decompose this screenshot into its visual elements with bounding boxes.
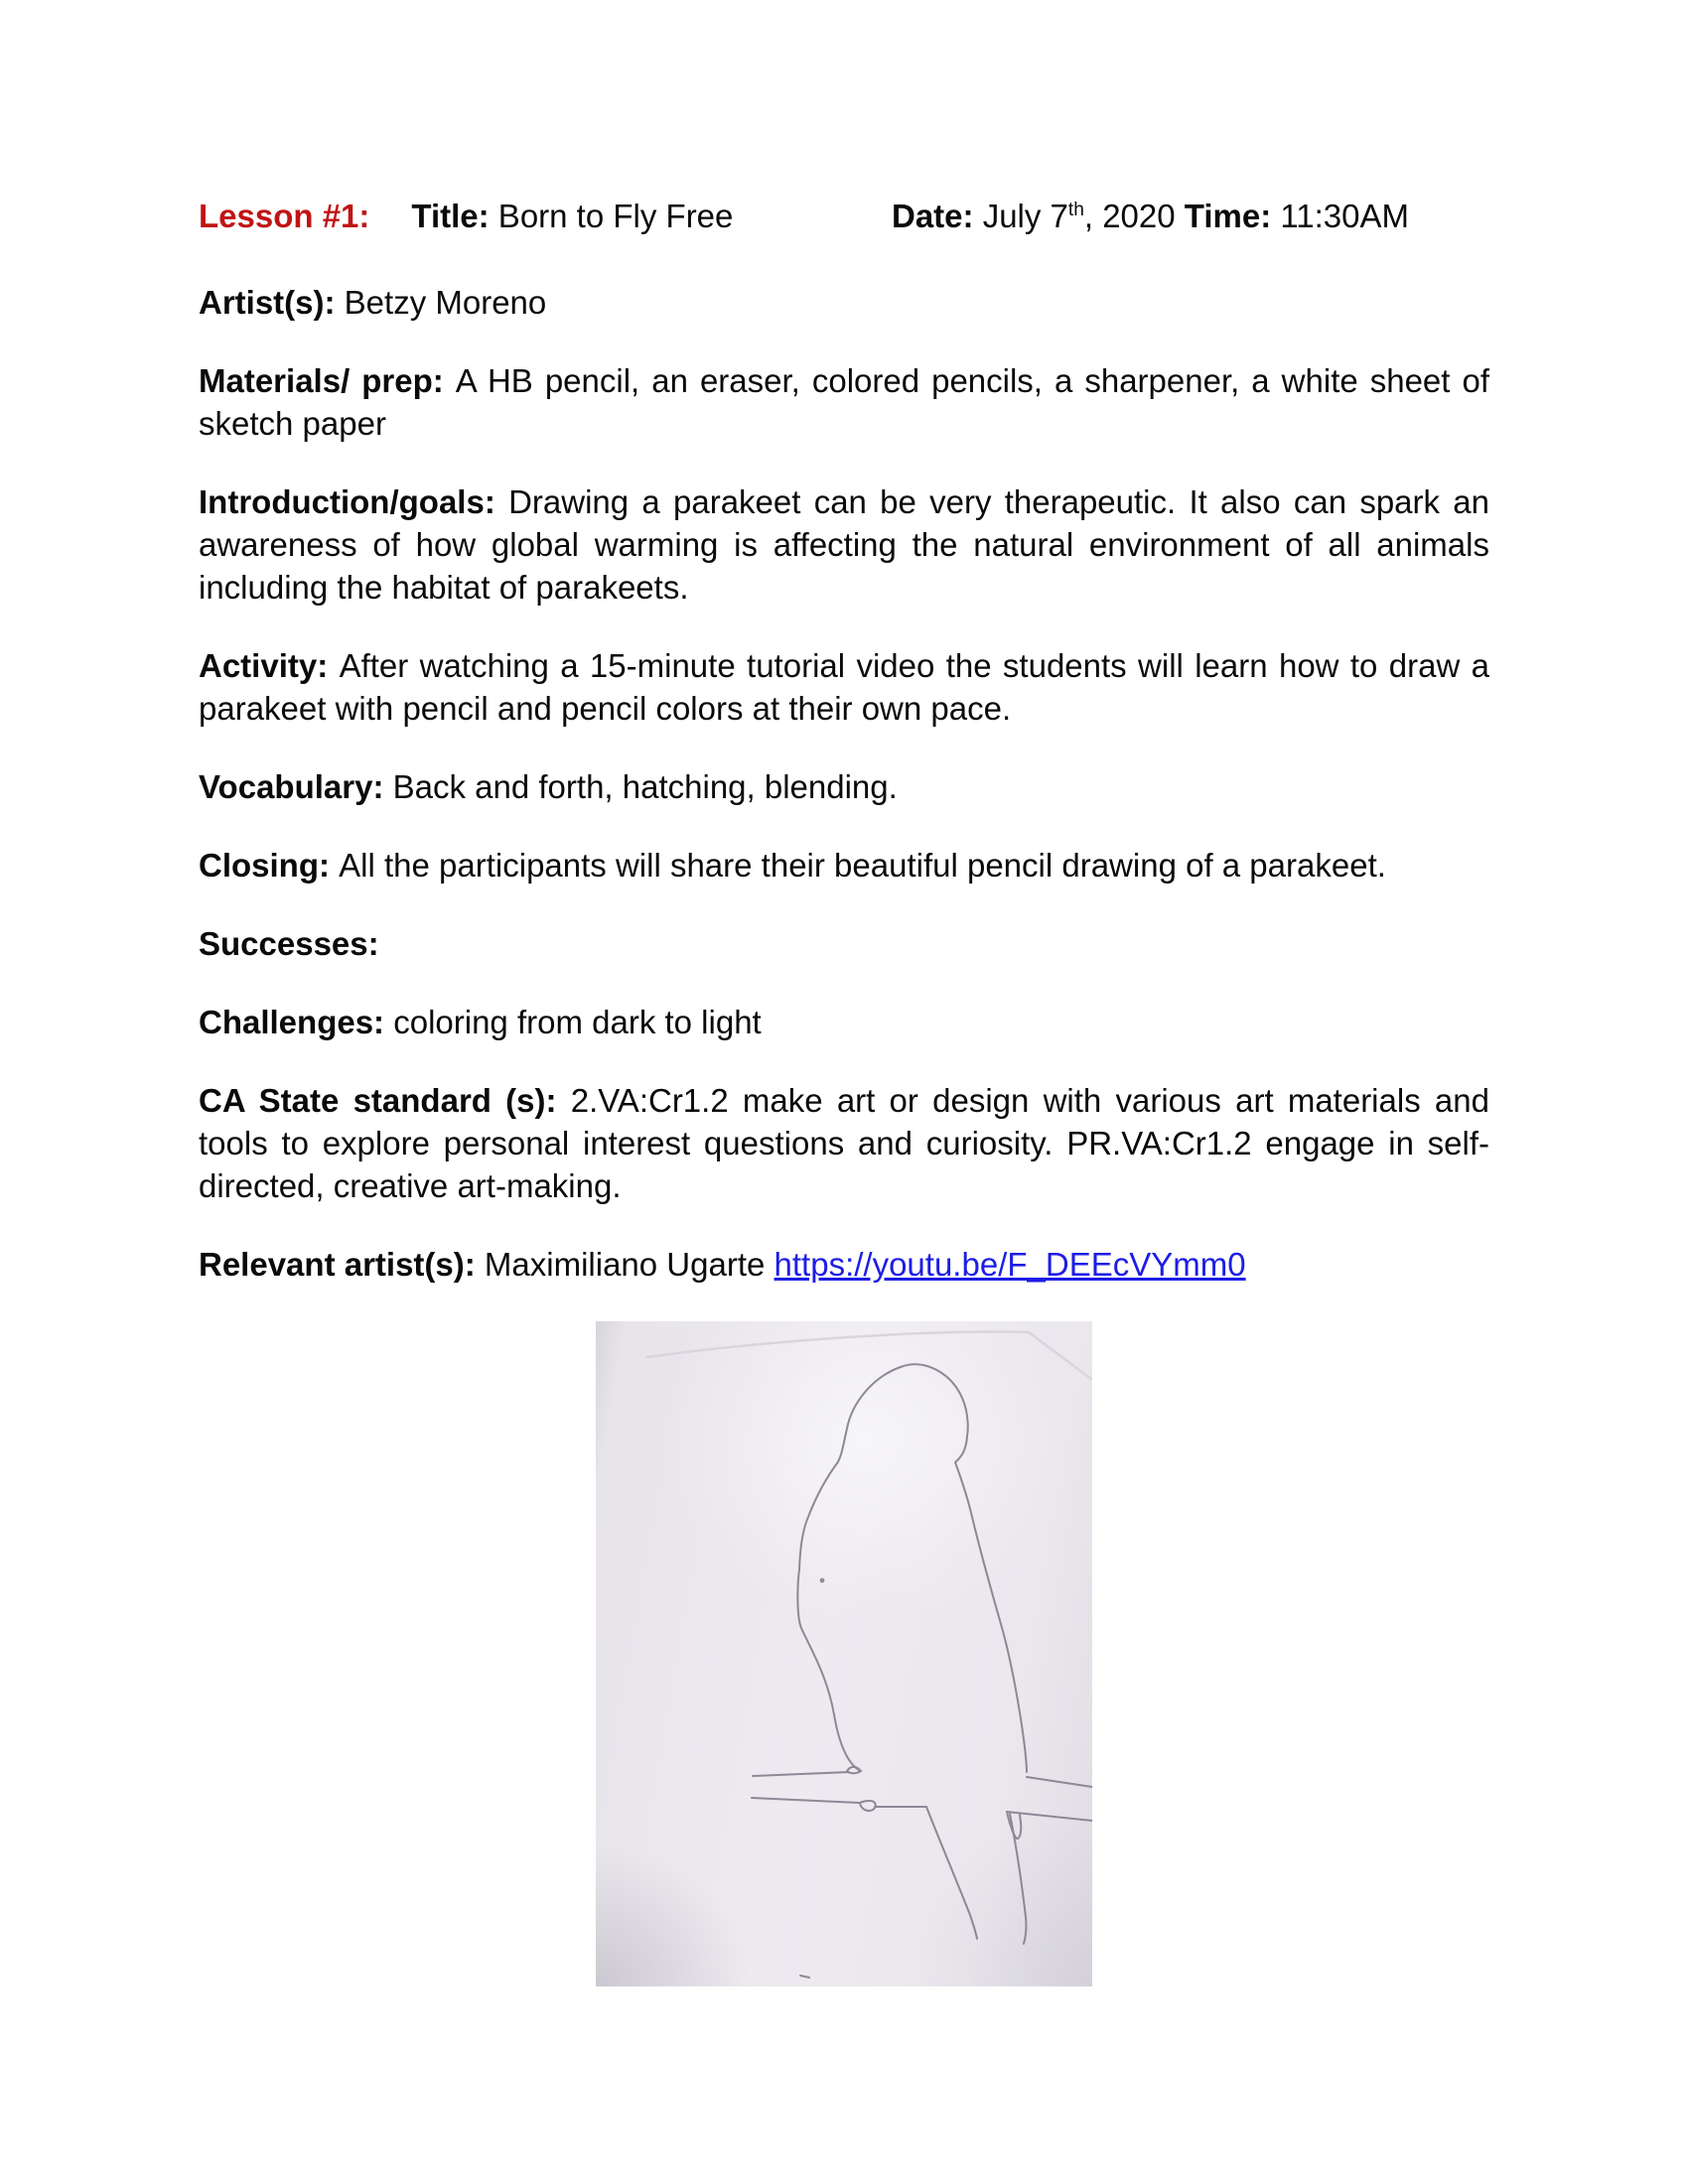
section-challenges — [199, 1001, 1489, 1043]
youtube-link[interactable]: https://youtu.be/F_DEEcVYmm0 — [774, 1246, 1246, 1283]
artists-label: Artist(s): — [199, 284, 345, 321]
challenges-text: coloring from dark to light — [393, 1004, 762, 1040]
section-relevant-artists — [199, 1243, 1489, 1286]
title-value: Born to Fly Free — [489, 198, 734, 234]
time-label: Time: — [1184, 198, 1272, 234]
materials-label: Materials/ prep: — [199, 362, 456, 399]
tail-left-edge — [926, 1807, 977, 1939]
relevant-artists-text: Maximiliano Ugarte — [484, 1246, 774, 1283]
paper-top-edge — [647, 1332, 1029, 1357]
parakeet-sketch — [596, 1321, 1092, 1986]
activity-text: After watching a 15-minute tutorial video the students will learn how to draw a parakeet with pencil and pencil colors at their own pace. — [199, 647, 1489, 727]
closing-text: All the participants will share their beautiful pencil drawing of a parakeet. — [339, 847, 1386, 884]
date-label: Date: — [892, 198, 974, 234]
date-ordinal-superscript: th — [1067, 200, 1084, 220]
section-closing — [199, 844, 1489, 887]
perch-bottom-left — [752, 1798, 860, 1803]
challenges-label: Challenges: — [199, 1004, 394, 1040]
section-vocabulary — [199, 765, 1489, 808]
ca-standard-label: CA State standard (s): — [199, 1082, 571, 1119]
section-ca-standard — [199, 1079, 1489, 1207]
date-time-group — [892, 195, 1409, 237]
section-activity — [199, 644, 1489, 730]
parakeet-body-outline — [797, 1364, 1027, 1772]
title-label: Title: — [411, 198, 490, 234]
section-successes — [199, 922, 1489, 965]
time-value: 11:30AM — [1271, 198, 1410, 234]
successes-label: Successes: — [199, 925, 379, 962]
activity-label: Activity: — [199, 647, 340, 684]
date-value: July 7 — [973, 198, 1068, 234]
date-year: , 2020 — [1083, 198, 1185, 234]
tail-right-edge — [1010, 1814, 1026, 1944]
section-artists — [199, 281, 1489, 324]
header-line — [199, 195, 1489, 237]
introduction-text: Drawing a parakeet can be very therapeutic. It also can spark an awareness of how global warming is affecting the natural environment of all animals including the habitat of parakeets. — [199, 483, 1489, 606]
vocabulary-label: Vocabulary: — [199, 768, 393, 805]
sketch-photo — [596, 1321, 1092, 1986]
perch-top-left — [753, 1772, 849, 1776]
section-introduction — [199, 480, 1489, 609]
lesson-number-label: Lesson #1: — [199, 198, 370, 234]
vocabulary-text: Back and forth, hatching, blending. — [392, 768, 898, 805]
paper-corner-fold — [1029, 1332, 1091, 1379]
section-materials — [199, 359, 1489, 445]
claw-loop — [860, 1801, 876, 1811]
introduction-label: Introduction/goals: — [199, 483, 509, 520]
materials-text: A HB pencil, an eraser, colored pencils, a sharpener, a white sheet of sketch paper — [199, 362, 1489, 442]
rear-claw-notch — [1007, 1812, 1021, 1839]
ca-standard-text: 2.VA:Cr1.2 make art or design with various art materials and tools to explore personal interest questions and curiosity. PR.VA:Cr1.2 engage in self-directed, creative art-making. — [199, 1082, 1489, 1204]
bottom-smudge — [800, 1976, 809, 1978]
closing-label: Closing: — [199, 847, 340, 884]
artists-text: Betzy Moreno — [344, 284, 547, 321]
perch-top-right — [1027, 1777, 1092, 1787]
relevant-artists-label: Relevant artist(s): — [199, 1246, 485, 1283]
chest-dot — [821, 1579, 824, 1582]
